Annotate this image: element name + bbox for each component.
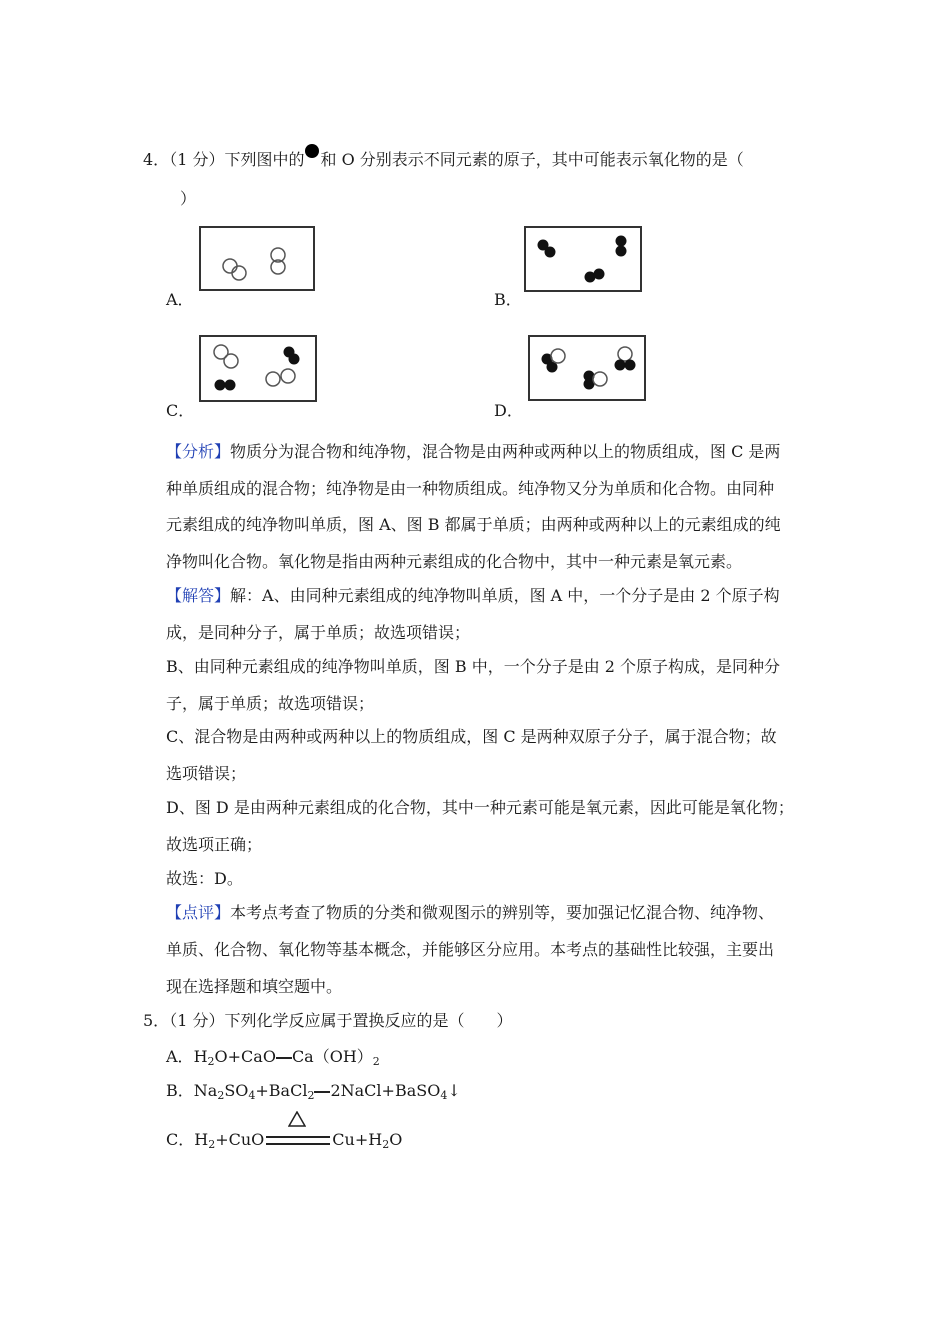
answer-line-4: 子，属于单质；故选项错误； <box>166 694 375 713</box>
figure-a <box>199 226 315 291</box>
comment-line-2: 单质、化合物、氧化物等基本概念，并能够区分应用。本考点的基础性比较强，主要出 <box>166 940 775 959</box>
open-atom <box>281 369 295 383</box>
filled-atom <box>594 269 605 280</box>
equals-sign <box>276 1057 292 1059</box>
q4-stem <box>143 143 744 170</box>
filled-atom <box>225 380 236 391</box>
filled-atom <box>289 354 300 365</box>
q5-stem <box>143 1011 512 1031</box>
answer-line-6: 选项错误； <box>166 764 247 783</box>
answer-tag: 【解答】 <box>166 586 231 605</box>
q4-number: 4． <box>143 150 170 169</box>
answer-line-5: C、混合物是由两种或两种以上的物质组成，图 C 是两种双原子分子，属于混合物；故 <box>166 727 777 746</box>
q4-close-paren: ） <box>180 189 197 208</box>
figure-c <box>199 335 317 402</box>
triangle-heat-icon <box>288 1111 306 1127</box>
q5-option-b: B．$Na_2SO_4+BaCl_2$ 2NaCl+BaSO$_4$↓ <box>166 1081 461 1102</box>
open-atom <box>551 349 565 363</box>
q4-text-mid: 和 O 分别表示不同元素的原子，其中可能表示氧化物的是（ <box>320 150 744 169</box>
analysis-line-2: 种单质组成的混合物；纯净物是由一种物质组成。纯净物又分为单质和化合物。由同种 <box>166 479 775 498</box>
open-atom <box>223 259 237 273</box>
comment-tag: 【点评】 <box>166 903 231 922</box>
answer-line-8: 故选项正确； <box>166 835 263 854</box>
analysis-tag: 【分析】 <box>166 442 231 461</box>
figure-d <box>528 335 646 401</box>
filled-atom <box>616 236 627 247</box>
answer-line-3: B、由同种元素组成的纯净物叫单质，图 B 中，一个分子是由 2 个原子构成，是同种分 <box>166 657 781 676</box>
answer-line-1: 【解答】解：A、由同种元素组成的纯净物叫单质，图 A 中，一个分子是由 2 个原子构 <box>166 586 780 605</box>
q5-option-c: C．$H_2+CuO$ $Cu+H_2O$ <box>166 1130 402 1150</box>
analysis-line-1: 【分析】物质分为混合物和纯净物，混合物是由两种或两种以上的物质组成，图 C 是两 <box>166 442 781 461</box>
filled-atom <box>625 360 636 371</box>
q4-text-before: 下列图中的 <box>224 150 305 169</box>
answer-line-7: D、图 D 是由两种元素组成的化合物，其中一种元素可能是氧元素，因此可能是氧化物； <box>166 798 794 817</box>
open-atom <box>224 354 238 368</box>
filled-atom <box>615 360 626 371</box>
q5-option-a: A．$H_2O+CaO$ $Ca(OH)_2$ <box>166 1047 380 1068</box>
open-atom <box>266 372 280 386</box>
filled-atom <box>215 380 226 391</box>
down-arrow-icon: ↓ <box>447 1081 461 1100</box>
black-circle-icon <box>304 143 320 159</box>
open-atom <box>232 266 246 280</box>
q4-option-c-label: C． <box>166 401 195 420</box>
equals-sign <box>314 1091 330 1093</box>
q5-score: （1 分） <box>169 1011 225 1030</box>
figure-b <box>524 226 642 292</box>
heating-equals <box>266 1136 330 1145</box>
answer-line-2: 成，是同种分子，属于单质；故选项错误； <box>166 623 471 642</box>
q5-text: 下列化学反应属于置换反应的是（ ） <box>224 1011 513 1030</box>
comment-line-3: 现在选择题和填空题中。 <box>166 977 343 996</box>
q4-score: （1 分） <box>169 150 225 169</box>
q5-number: 5． <box>143 1011 170 1030</box>
open-atom <box>593 372 607 386</box>
analysis-line-3: 元素组成的纯净物叫单质，图 A、图 B 都属于单质；由两种或两种以上的元素组成的纯 <box>166 515 781 534</box>
filled-atom <box>616 246 627 257</box>
comment-line-1: 【点评】本考点考查了物质的分类和微观图示的辨别等，要加强记忆混合物、纯净物、 <box>166 903 775 922</box>
answer-line-9: 故选：D。 <box>166 869 243 888</box>
q4-option-d-label: D． <box>494 401 523 420</box>
q4-option-b-label: B． <box>494 290 522 309</box>
open-atom <box>618 347 632 361</box>
q4-option-a-label: A． <box>166 290 194 309</box>
analysis-line-4: 净物叫化合物。氧化物是指由两种元素组成的化合物中，其中一种元素是氧元素。 <box>166 552 743 571</box>
filled-atom <box>545 247 556 258</box>
